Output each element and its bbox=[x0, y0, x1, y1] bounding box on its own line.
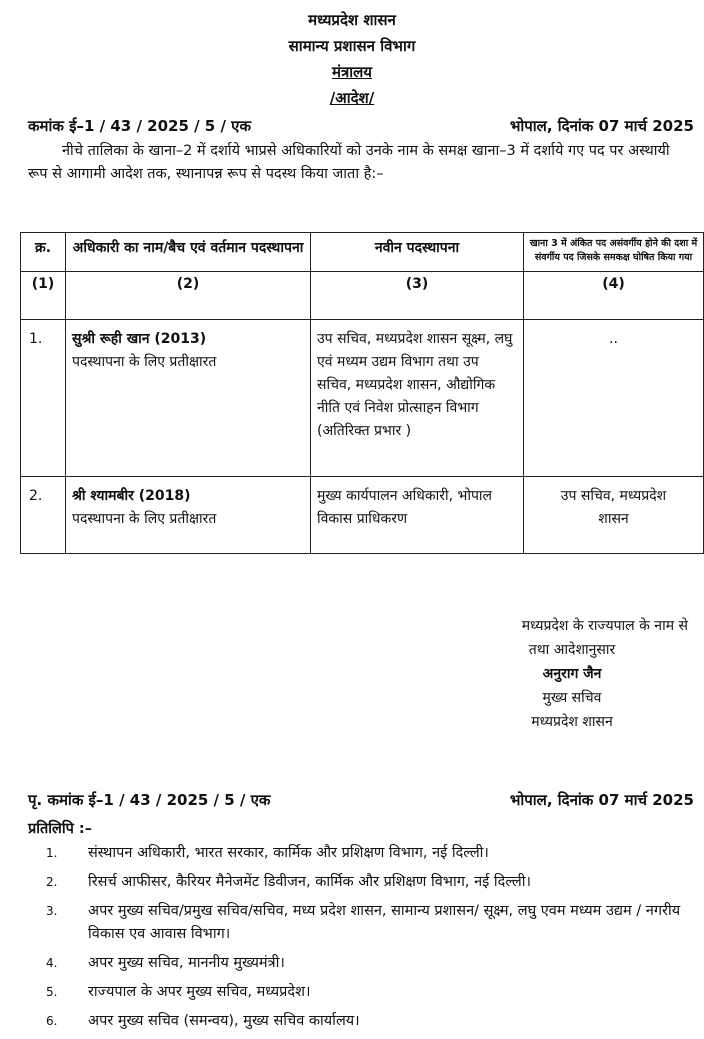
signature-block bbox=[440, 614, 704, 734]
list-item-text: अपर मुख्य सचिव, माननीय मुख्यमंत्री। bbox=[88, 955, 285, 971]
officer-name: श्री श्यामबीर (2018) bbox=[72, 488, 191, 504]
government-title: मध्यप्रदेश शासन bbox=[308, 11, 396, 29]
table-row bbox=[21, 477, 704, 554]
header-serial: क्र. bbox=[21, 233, 66, 272]
signature-order-line: तथा आदेशानुसार bbox=[528, 642, 616, 658]
new-posting: मुख्य कार्यपालन अधिकारी, भोपाल विकास प्राधिकरण bbox=[311, 477, 524, 554]
list-item-number: 1. bbox=[46, 846, 58, 860]
order-place-date: भोपाल, दिनांक 07 मार्च 2025 bbox=[509, 117, 694, 135]
column-number: (3) bbox=[311, 272, 524, 320]
equivalent-post: .. bbox=[524, 320, 704, 477]
header-new-posting: नवीन पदस्थापना bbox=[311, 233, 524, 272]
officer-name: सुश्री रूही खान (2013) bbox=[72, 331, 207, 347]
posting-table bbox=[20, 232, 704, 554]
list-item bbox=[28, 842, 698, 865]
order-title: /आदेश/ bbox=[329, 89, 375, 107]
header-officer: अधिकारी का नाम/बैच एवं वर्तमान पदस्थापना bbox=[66, 233, 311, 272]
endorsement-place-date: भोपाल, दिनांक 07 मार्च 2025 bbox=[509, 791, 694, 809]
copy-list bbox=[28, 842, 698, 1033]
officer-cell bbox=[66, 320, 311, 477]
signature-authority-line: मध्यप्रदेश के राज्यपाल के नाम से bbox=[521, 618, 688, 634]
list-item-text: अपर मुख्य सचिव/प्रमुख सचिव/सचिव, मध्य प्रदेश शासन, सामान्य प्रशासन/ सूक्ष्म, लघु एवम मध्यम उद्यम / नगरीय विकास एव आवास विभाग। bbox=[88, 903, 681, 942]
copy-label: प्रतिलिपि :– bbox=[28, 821, 92, 837]
ministry-title: मंत्रालय bbox=[331, 63, 372, 81]
signatory-office: मध्यप्रदेश शासन bbox=[531, 714, 613, 730]
list-item-text: राज्यपाल के अपर मुख्य सचिव, मध्यप्रदेश। bbox=[88, 984, 311, 1000]
column-number: (1) bbox=[21, 272, 66, 320]
equivalent-post: उप सचिव, मध्यप्रदेश शासन bbox=[524, 477, 704, 554]
column-number: (4) bbox=[524, 272, 704, 320]
signatory-designation: मुख्य सचिव bbox=[542, 690, 602, 706]
list-item-text: अपर मुख्य सचिव (समन्वय), मुख्य सचिव कार्यालय। bbox=[88, 1013, 360, 1029]
list-item-number: 6. bbox=[46, 1014, 58, 1028]
department-title: सामान्य प्रशासन विभाग bbox=[288, 37, 416, 55]
table-number-row bbox=[21, 272, 704, 320]
list-item-number: 5. bbox=[46, 985, 58, 999]
list-item-number: 2. bbox=[46, 875, 58, 889]
officer-current-posting: पदस्थापना के लिए प्रतीक्षारत bbox=[72, 511, 217, 527]
copy-to-section bbox=[28, 818, 698, 1039]
list-item bbox=[28, 900, 698, 946]
new-posting: उप सचिव, मध्यप्रदेश शासन सूक्ष्म, लघु एवं मध्यम उद्यम विभाग तथा उप सचिव, मध्यप्रदेश शासन, औद्योगिक नीति एवं निवेश प्रोत्साहन विभाग (अतिरिक्त प्रभार ) bbox=[311, 320, 524, 477]
officer-current-posting: पदस्थापना के लिए प्रतीक्षारत bbox=[72, 354, 217, 370]
table-row bbox=[21, 320, 704, 477]
list-item bbox=[28, 981, 698, 1004]
list-item bbox=[28, 871, 698, 894]
list-item-text: संस्थापन अधिकारी, भारत सरकार, कार्मिक और प्रशिक्षण विभाग, नई दिल्ली। bbox=[88, 845, 489, 861]
list-item bbox=[28, 1010, 698, 1033]
endorsement-number: पृ. कमांक ई–1 / 43 / 2025 / 5 / एक bbox=[28, 791, 271, 809]
column-number: (2) bbox=[66, 272, 311, 320]
row-serial: 1. bbox=[21, 320, 66, 477]
list-item bbox=[28, 952, 698, 975]
list-item-number: 3. bbox=[46, 904, 58, 918]
list-item-number: 4. bbox=[46, 956, 58, 970]
row-serial: 2. bbox=[21, 477, 66, 554]
order-paragraph: नीचे तालिका के खाना–2 में दर्शाये भाप्रसे अधिकारियों को उनके नाम के समक्ष खाना–3 में दर्शाये गए पद पर अस्थायी रूप से आगामी आदेश तक, स्थानापन्न रूप से पदस्थ किया जाता है:– bbox=[28, 143, 670, 182]
table-header-row bbox=[21, 233, 704, 272]
list-item-text: रिसर्च आफीसर, कैरियर मैनेजमेंट डिवीजन, कार्मिक और प्रशिक्षण विभाग, नई दिल्ली। bbox=[88, 874, 531, 890]
order-number: कमांक ई–1 / 43 / 2025 / 5 / एक bbox=[28, 117, 251, 135]
header-equivalent-post: खाना 3 में अंकित पद असंवर्गीय होने की दशा में संवर्गीय पद जिसके समकक्ष घोषित किया गया bbox=[524, 233, 704, 272]
signatory-name: अनुराग जैन bbox=[542, 666, 602, 682]
officer-cell bbox=[66, 477, 311, 554]
